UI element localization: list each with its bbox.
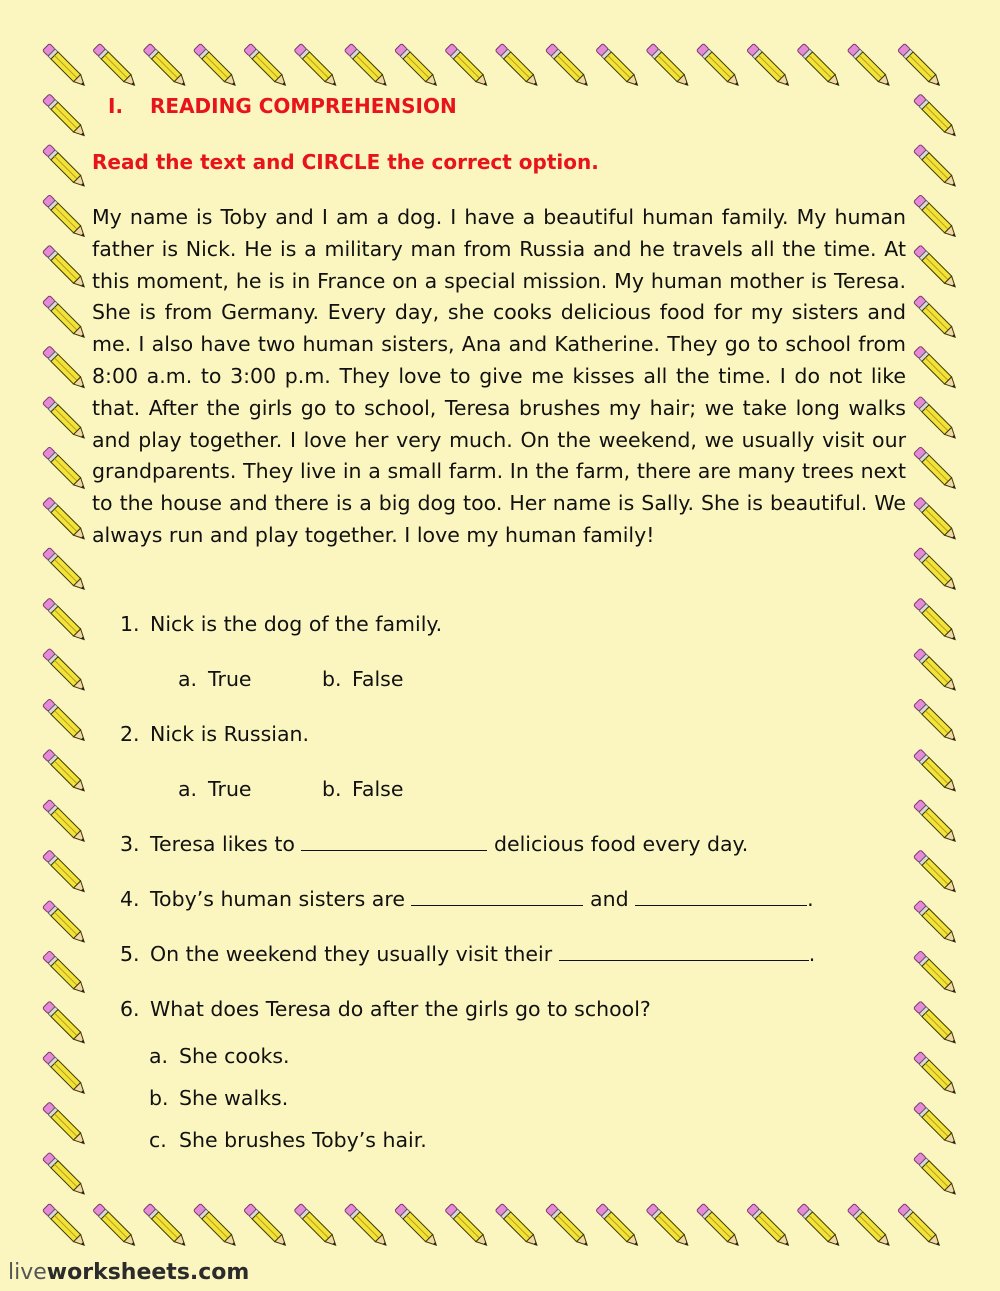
q1-option-b[interactable]: b. False: [322, 667, 404, 691]
pencil-icon: [42, 346, 87, 391]
pencil-icon: [898, 43, 943, 88]
question-6: 6. What does Teresa do after the girls go to school?: [120, 997, 651, 1021]
pencil-icon: [42, 497, 87, 542]
question-4: 4. Toby’s human sisters are and .: [120, 887, 814, 911]
pencil-icon: [913, 1102, 958, 1147]
question-1: 1. Nick is the dog of the family.: [120, 612, 443, 636]
pencil-icon: [913, 1152, 958, 1197]
pencil-icon: [93, 43, 138, 88]
pencil-icon: [42, 1152, 87, 1197]
pencil-icon: [797, 1203, 842, 1248]
pencil-icon: [143, 43, 188, 88]
section-title: READING COMPREHENSION: [150, 94, 457, 118]
section-heading: [108, 94, 457, 118]
pencil-icon: [913, 799, 958, 844]
pencil-icon: [913, 547, 958, 592]
pencil-icon: [545, 43, 590, 88]
pencil-icon: [913, 850, 958, 895]
pencil-icon: [847, 43, 892, 88]
instruction-text: Read the text and CIRCLE the correct option.: [92, 150, 599, 174]
q6-option-c[interactable]: c. She brushes Toby’s hair.: [149, 1128, 427, 1152]
pencil-icon: [495, 43, 540, 88]
question-5: 5. On the weekend they usually visit their .: [120, 942, 816, 966]
q4-blank-input-1[interactable]: [411, 887, 583, 906]
pencil-icon: [42, 295, 87, 340]
pencil-icon: [42, 1102, 87, 1147]
pencil-icon: [898, 1203, 943, 1248]
pencil-icon: [42, 144, 87, 189]
pencil-icon: [193, 1203, 238, 1248]
q6-option-a[interactable]: a. She cooks.: [149, 1044, 290, 1068]
pencil-icon: [696, 1203, 741, 1248]
q1-option-a[interactable]: a. True: [178, 667, 252, 691]
pencil-icon: [495, 1203, 540, 1248]
pencil-icon: [913, 648, 958, 693]
pencil-icon: [42, 951, 87, 996]
pencil-icon: [42, 1203, 87, 1248]
pencil-icon: [913, 699, 958, 744]
pencil-icon: [913, 94, 958, 139]
pencil-icon: [913, 195, 958, 240]
q6-option-b[interactable]: b. She walks.: [149, 1086, 289, 1110]
pencil-icon: [545, 1203, 590, 1248]
pencil-icon: [913, 295, 958, 340]
pencil-icon: [696, 43, 741, 88]
pencil-icon: [42, 245, 87, 290]
pencil-icon: [395, 43, 440, 88]
pencil-icon: [646, 43, 691, 88]
pencil-icon: [913, 346, 958, 391]
pencil-icon: [596, 1203, 641, 1248]
pencil-icon: [42, 396, 87, 441]
pencil-icon: [797, 43, 842, 88]
pencil-icon: [294, 43, 339, 88]
pencil-icon: [913, 497, 958, 542]
pencil-icon: [42, 43, 87, 88]
pencil-icon: [42, 699, 87, 744]
pencil-icon: [747, 1203, 792, 1248]
pencil-icon: [42, 850, 87, 895]
pencil-icon: [913, 900, 958, 945]
q3-blank-input[interactable]: [301, 832, 487, 851]
q2-option-b[interactable]: b. False: [322, 777, 404, 801]
q5-blank-input[interactable]: [559, 942, 809, 961]
pencil-icon: [244, 1203, 289, 1248]
question-2: 2. Nick is Russian.: [120, 722, 310, 746]
pencil-icon: [847, 1203, 892, 1248]
pencil-icon: [294, 1203, 339, 1248]
pencil-icon: [42, 447, 87, 492]
pencil-icon: [913, 245, 958, 290]
pencil-icon: [913, 598, 958, 643]
q2-option-a[interactable]: a. True: [178, 777, 252, 801]
pencil-icon: [344, 43, 389, 88]
pencil-icon: [42, 900, 87, 945]
reading-passage: My name is Toby and I am a dog. I have a beautiful human family. My human father is Nick. He is a military man from Russia and he travels all the time. At this moment, he is in France on a special mission. My human mother is Teresa. She is from Germany. Every day, she cooks delicious food for my sisters and me. I also have two human sisters, Ana and Katherine. They go to school from 8:00 a.m. to 3:00 p.m. They love to give me kisses all the time. I do not like that. After the girls go to school, Teresa brushes my hair; we take long walks and play together. I love her very much. On the weekend, we usually visit our grandparents. They live in a small farm. In the farm, there are many trees next to the house and there is a big dog too. Her name is Sally. She is beautiful. We always run and play together. I love my human family!: [92, 205, 906, 547]
pencil-icon: [596, 43, 641, 88]
pencil-icon: [42, 799, 87, 844]
section-number: I.: [108, 94, 124, 118]
pencil-icon: [42, 94, 87, 139]
pencil-icon: [913, 951, 958, 996]
pencil-icon: [445, 1203, 490, 1248]
pencil-icon: [913, 1001, 958, 1046]
liveworksheets-logo[interactable]: liveworksheets.com: [8, 1260, 250, 1285]
pencil-icon: [42, 195, 87, 240]
pencil-icon: [747, 43, 792, 88]
pencil-icon: [395, 1203, 440, 1248]
pencil-icon: [913, 144, 958, 189]
pencil-icon: [913, 447, 958, 492]
pencil-icon: [42, 749, 87, 794]
question-3: 3. Teresa likes to delicious food every day.: [120, 832, 749, 856]
pencil-icon: [42, 648, 87, 693]
pencil-icon: [646, 1203, 691, 1248]
pencil-icon: [42, 1001, 87, 1046]
pencil-icon: [913, 1051, 958, 1096]
pencil-icon: [445, 43, 490, 88]
pencil-icon: [193, 43, 238, 88]
pencil-icon: [42, 598, 87, 643]
pencil-icon: [344, 1203, 389, 1248]
pencil-icon: [93, 1203, 138, 1248]
pencil-icon: [913, 749, 958, 794]
pencil-icon: [913, 396, 958, 441]
q4-blank-input-2[interactable]: [635, 887, 807, 906]
pencil-icon: [143, 1203, 188, 1248]
pencil-icon: [244, 43, 289, 88]
pencil-icon: [42, 1051, 87, 1096]
pencil-icon: [42, 547, 87, 592]
